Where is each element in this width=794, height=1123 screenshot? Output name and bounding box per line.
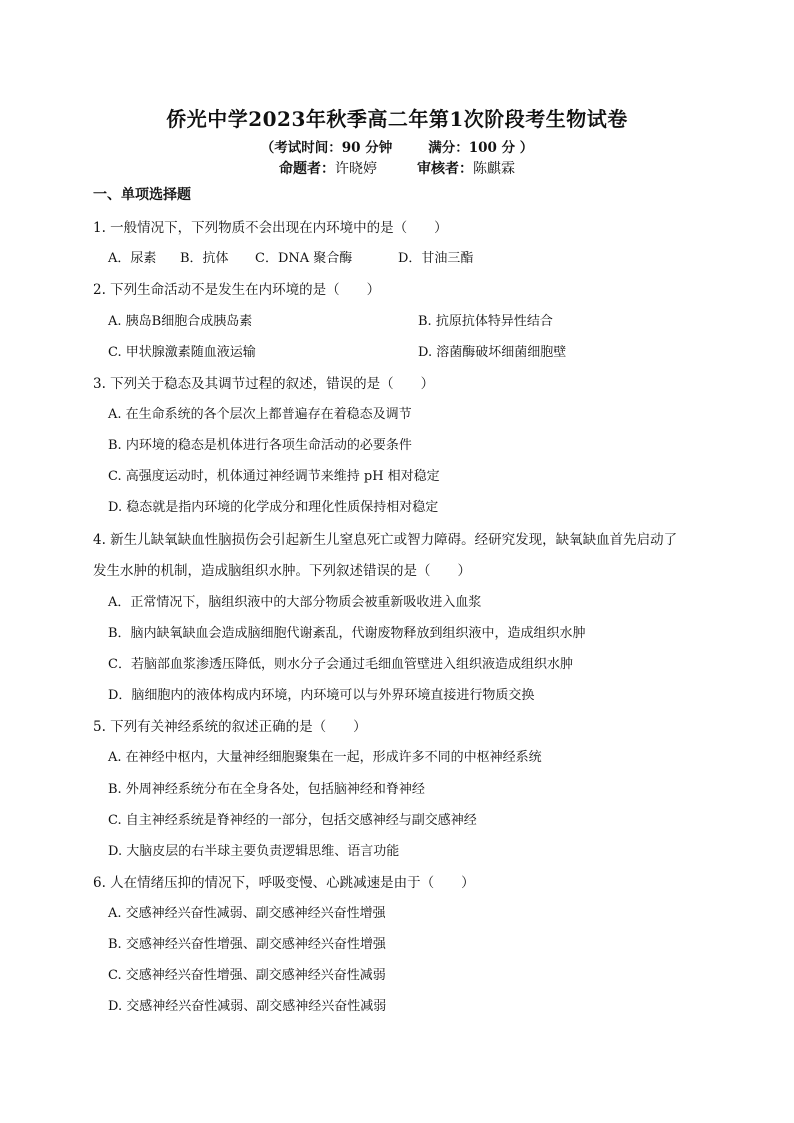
question-6-option-b: B. 交感神经兴奋性增强、副交感神经兴奋性增强 [108,937,386,952]
question-6-option-c: C. 交感神经兴奋性增强、副交感神经兴奋性减弱 [108,968,386,983]
question-1-option-a: A．尿素 [108,251,157,266]
question-5-option-a: A. 在神经中枢内，大量神经细胞聚集在一起，形成许多不同的中枢神经系统 [108,750,542,765]
reviewer-name: 陈麒霖 [473,161,515,177]
question-3-stem: 3. 下列关于稳态及其调节过程的叙述，错误的是（ ） [93,376,435,392]
question-4-option-d: D．脑细胞内的液体构成内环境，内环境可以与外界环境直接进行物质交换 [108,688,535,703]
question-2-stem: 2. 下列生命活动不是发生在内环境的是（ ） [93,282,381,298]
question-5-option-b: B. 外周神经系统分布在全身各处，包括脑神经和脊神经 [108,782,425,797]
question-1-option-b: B．抗体 [180,251,229,266]
reviewer-label: 审核者： [417,161,473,177]
question-3-option-b: B. 内环境的稳态是机体进行各项生命活动的必要条件 [108,438,412,453]
question-3-option-d: D. 稳态就是指内环境的化学成分和理化性质保持相对稳定 [108,500,439,515]
question-4-option-c: C．若脑部血浆渗透压降低，则水分子会通过毛细血管壁进入组织液造成组织水肿 [108,657,573,672]
section-title: 一、单项选择题 [93,187,191,203]
question-5-stem: 5. 下列有关神经系统的叙述正确的是（ ） [93,719,367,735]
question-3-option-a: A. 在生命系统的各个层次上都普遍存在着稳态及调节 [108,407,412,422]
question-4-stem-line2: 发生水肿的机制，造成脑组织水肿。下列叙述错误的是（ ） [93,563,471,579]
question-2-option-d: D. 溶菌酶破坏细菌细胞壁 [418,345,567,360]
exam-authors [0,158,794,178]
author-name: 许晓婷 [335,161,377,177]
exam-time: （考试时间：90 分钟 [260,140,393,156]
question-1-option-d: D．甘油三酯 [398,251,474,266]
question-3-option-c: C. 高强度运动时，机体通过神经调节来维持 pH 相对稳定 [108,469,440,484]
question-2-option-c: C. 甲状腺激素随血液运输 [108,345,256,360]
question-1-stem: 1. 一般情况下，下列物质不会出现在内环境中的是（ ） [93,220,448,236]
question-2-option-b: B. 抗原抗体特异性结合 [418,314,553,329]
page-title: 侨光中学2023年秋季高二年第1次阶段考生物试卷 [166,107,628,131]
question-6-option-d: D. 交感神经兴奋性减弱、副交感神经兴奋性减弱 [108,999,387,1014]
question-6-stem: 6. 人在情绪压抑的情况下，呼吸变慢、心跳减速是由于（ ） [93,875,475,891]
author-label: 命题者： [279,161,335,177]
exam-info [0,136,794,156]
exam-score: 满分：100 分 ） [428,140,534,156]
question-6-option-a: A. 交感神经兴奋性减弱、副交感神经兴奋性增强 [108,906,386,921]
question-5-option-d: D. 大脑皮层的右半球主要负责逻辑思维、语言功能 [108,844,400,859]
question-5-option-c: C. 自主神经系统是脊神经的一部分，包括交感神经与副交感神经 [108,813,477,828]
question-4-option-b: B．脑内缺氧缺血会造成脑细胞代谢紊乱，代谢废物释放到组织液中，造成组织水肿 [108,626,586,641]
question-1-option-c: C．DNA 聚合酶 [255,251,353,266]
question-4-stem-line1: 4. 新生儿缺氧缺血性脑损伤会引起新生儿窒息死亡或智力障碍。经研究发现，缺氧缺血首先启动了 [93,532,678,548]
question-4-option-a: A．正常情况下，脑组织液中的大部分物质会被重新吸收进入血浆 [108,595,482,610]
question-2-option-a: A. 胰岛B细胞合成胰岛素 [108,314,253,329]
